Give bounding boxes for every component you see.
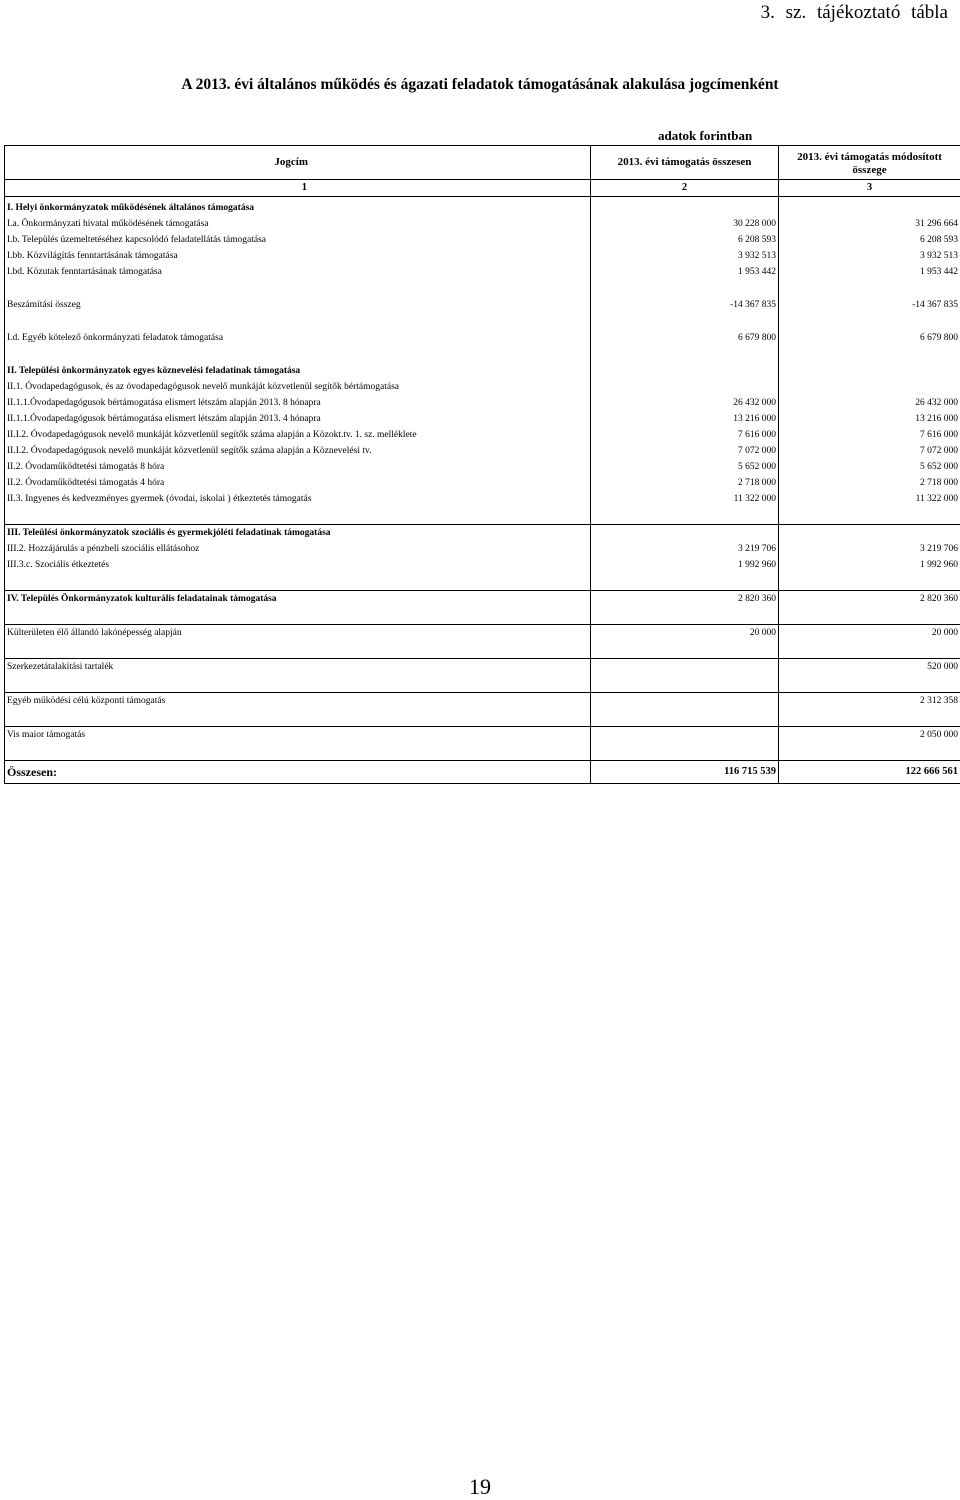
row-value-modified: -14 367 835 (779, 297, 960, 313)
table-row (5, 264, 960, 280)
row-label: I.d. Egyéb kötelező önkormányzati feladatok támogatása (5, 330, 591, 346)
row-value-total (591, 659, 779, 676)
column-number: 2 (591, 180, 779, 197)
row-value-modified: 20 000 (779, 625, 960, 642)
row-label: Beszámítási összeg (5, 297, 591, 313)
table-row (5, 395, 960, 411)
row-value-total: 2 820 360 (591, 591, 779, 608)
row-value-total: 7 616 000 (591, 427, 779, 443)
row-label: III.3.c. Szociális étkeztetés (5, 557, 591, 573)
row-label: III. Teleülési önkormányzatok szociális és gyermekjóléti feladatinak támogatása (5, 525, 591, 542)
row-value-total (591, 525, 779, 542)
table-row (5, 330, 960, 346)
row-value-total: 11 322 000 (591, 491, 779, 507)
table-row (5, 475, 960, 491)
row-value-total: 3 932 513 (591, 248, 779, 264)
row-label: I.bd. Közutak fenntartásának támogatása (5, 264, 591, 280)
total-label: Összesen: (5, 761, 591, 784)
row-value-total: 26 432 000 (591, 395, 779, 411)
row-value-modified: 2 050 000 (779, 727, 960, 744)
page-title: A 2013. évi általános működés és ágazati feladatok támogatásának alakulása jogcímenként (181, 76, 779, 93)
units-label: adatok forintban (658, 128, 753, 143)
row-value-total: 3 219 706 (591, 541, 779, 557)
row-value-total: 2 718 000 (591, 475, 779, 491)
header-amount-total: 2013. évi támogatás összesen (591, 146, 779, 180)
row-value-modified: 5 652 000 (779, 459, 960, 475)
table-row (5, 411, 960, 427)
total-value-modified: 122 666 561 (779, 761, 960, 784)
row-label: II.1. Óvodapedagógusok, és az óvodapedagógusok nevelő munkáját közvetlenül segítők bértámogatása (5, 379, 591, 395)
table-row (5, 216, 960, 232)
total-row (5, 761, 960, 784)
row-value-modified: 1 992 960 (779, 557, 960, 573)
row-value-modified: 31 296 664 (779, 216, 960, 232)
table-row (5, 379, 960, 395)
row-value-total: 6 679 800 (591, 330, 779, 346)
table-row (5, 248, 960, 264)
row-value-total (591, 727, 779, 744)
total-value-total: 116 715 539 (591, 761, 779, 784)
table-row (5, 363, 960, 379)
row-label: Külterületen élő állandó lakónépesség alapján (5, 625, 591, 642)
table-row (5, 591, 960, 608)
row-label: II. Települési önkormányzatok egyes köznevelési feladatinak támogatása (5, 363, 591, 379)
row-label: II.3. Ingyenes és kedvezményes gyermek (óvodai, iskolai ) étkeztetés támogatás (5, 491, 591, 507)
row-value-total: 1 992 960 (591, 557, 779, 573)
row-label: I. Helyi önkormányzatok működésének általános támogatása (5, 200, 591, 216)
table-row (5, 659, 960, 676)
table-row (5, 727, 960, 744)
row-label: Egyéb működési célú központi támogatás (5, 693, 591, 710)
header-row (5, 146, 960, 180)
table-row (5, 557, 960, 573)
row-label: II.1.1.Óvodapedagógusok bértámogatása elismert létszám alapján 2013. 8 hónapra (5, 395, 591, 411)
row-value-total: 20 000 (591, 625, 779, 642)
table-row (5, 297, 960, 313)
row-value-modified: 7 616 000 (779, 427, 960, 443)
row-value-modified: 6 208 593 (779, 232, 960, 248)
header-amount-modified: 2013. évi támogatás módosított összege (779, 146, 960, 180)
row-value-total: -14 367 835 (591, 297, 779, 313)
row-label: II.2. Óvodaműködtetési támogatás 8 hóra (5, 459, 591, 475)
header-jogcim: Jogcím (5, 146, 591, 180)
row-value-total (591, 363, 779, 379)
row-value-total: 1 953 442 (591, 264, 779, 280)
row-value-modified: 6 679 800 (779, 330, 960, 346)
table-row (5, 491, 960, 507)
row-label: II.I.2. Óvodapedagógusok nevelő munkáját közvetlenül segítők száma alapján a Köznevelési tv. (5, 443, 591, 459)
row-label: Vis maior támogatás (5, 727, 591, 744)
table-row (5, 541, 960, 557)
row-value-modified (779, 200, 960, 216)
column-number: 3 (779, 180, 960, 197)
row-label: I.bb. Közvilágítás fenntartásának támogatása (5, 248, 591, 264)
column-number: 1 (5, 180, 591, 197)
row-value-modified: 7 072 000 (779, 443, 960, 459)
page-number: 19 (469, 1474, 491, 1499)
table-row (5, 625, 960, 642)
row-label: IV. Település Önkormányzatok kulturális feladatainak támogatása (5, 591, 591, 608)
row-label: III.2. Hozzájárulás a pénzbeli szociális ellátásohoz (5, 541, 591, 557)
row-value-total: 5 652 000 (591, 459, 779, 475)
row-label: II.1.1.Óvodapedagógusok bértámogatása elismert létszám alapján 2013. 4 hónapra (5, 411, 591, 427)
table-row (5, 200, 960, 216)
table-row (5, 427, 960, 443)
row-value-total: 30 228 000 (591, 216, 779, 232)
table-row (5, 459, 960, 475)
row-value-modified: 520 000 (779, 659, 960, 676)
support-table (4, 145, 960, 784)
row-value-modified: 3 219 706 (779, 541, 960, 557)
row-value-modified (779, 363, 960, 379)
row-value-modified: 13 216 000 (779, 411, 960, 427)
row-value-modified: 26 432 000 (779, 395, 960, 411)
row-value-modified: 11 322 000 (779, 491, 960, 507)
row-label: Szerkezetátalakítási tartalék (5, 659, 591, 676)
row-value-total (591, 693, 779, 710)
row-value-modified: 2 820 360 (779, 591, 960, 608)
table-row (5, 232, 960, 248)
row-value-total (591, 379, 779, 395)
row-label: I.a. Önkormányzati hivatal működésének támogatása (5, 216, 591, 232)
row-value-total: 7 072 000 (591, 443, 779, 459)
row-value-total (591, 200, 779, 216)
row-label: II.2. Óvodaműködtetési támogatás 4 hóra (5, 475, 591, 491)
row-value-total: 13 216 000 (591, 411, 779, 427)
row-value-modified (779, 525, 960, 542)
table-row (5, 443, 960, 459)
row-value-modified (779, 379, 960, 395)
row-value-modified: 2 312 358 (779, 693, 960, 710)
row-label: I.b. Település üzemeltetéséhez kapcsolódó feladatellátás támogatása (5, 232, 591, 248)
table-row (5, 693, 960, 710)
column-number-row (5, 180, 960, 197)
row-value-modified: 1 953 442 (779, 264, 960, 280)
table-number-label: 3. sz. tájékoztató tábla (760, 2, 948, 23)
row-value-modified: 2 718 000 (779, 475, 960, 491)
row-value-modified: 3 932 513 (779, 248, 960, 264)
row-value-total: 6 208 593 (591, 232, 779, 248)
row-label: II.I.2. Óvodapedagógusok nevelő munkáját közvetlenül segítők száma alapján a Közokt.tv. 1. sz. melléklete (5, 427, 591, 443)
table-row (5, 525, 960, 542)
